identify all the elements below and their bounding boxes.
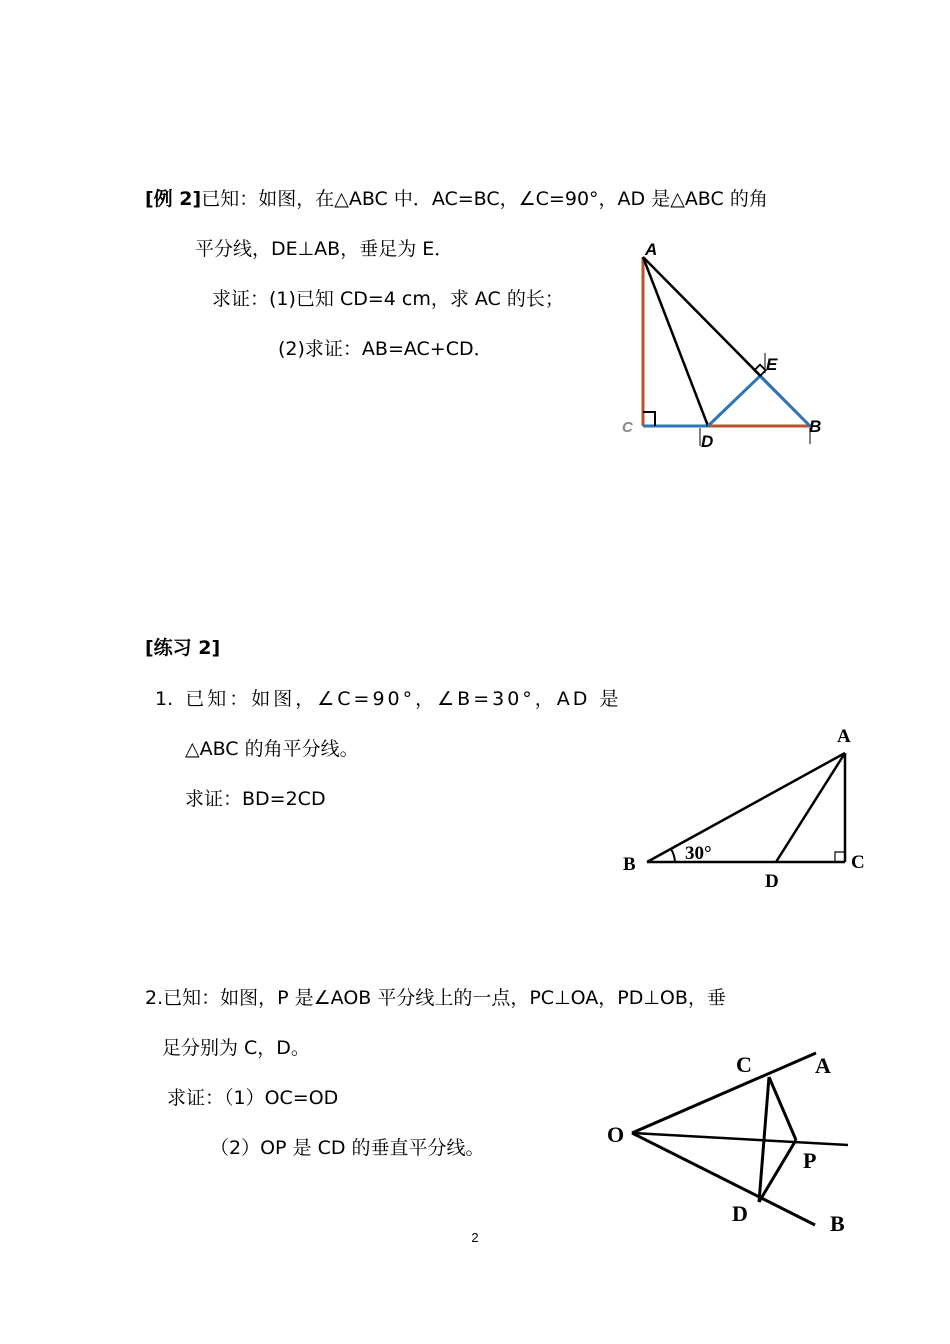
example2-label: [例 2] [145,188,202,210]
example2-line3: 求证：(1)已知 CD=4 cm，求 AC 的长； [212,288,564,310]
label-e: E [766,355,778,374]
example2-line4: (2)求证：AB=AC+CD． [278,338,493,360]
q1-line1 [155,686,621,712]
q1-text1: 已知：如图，∠C=90°，∠B=30°，AD 是 [185,688,622,710]
q2-figure [600,1040,870,1240]
practice2-heading: [练习 2] [145,637,221,659]
segment-eb [760,376,810,426]
ray-op [632,1133,848,1145]
segment-ad [643,257,708,426]
segment-de [708,376,760,426]
q2-line4: （2）OP 是 CD 的垂直平分线。 [210,1137,485,1159]
label-d: D [701,432,714,451]
angle-arc-b [671,849,675,862]
right-angle-c [643,412,655,426]
label-p: P [803,1148,817,1173]
label-c: C [736,1052,752,1077]
label-a: A [837,726,851,747]
q2-line2: 足分别为 C，D。 [162,1037,310,1059]
label-d: D [732,1201,748,1226]
label-a: A [645,240,658,259]
segment-ad [776,753,845,862]
ray-ob [632,1133,815,1225]
label-b: B [623,854,636,875]
example2-text1: 已知：如图，在△ABC 中．AC=BC，∠C=90°，AD 是△ABC 的角 [201,188,768,210]
example2-line2: 平分线，DE⊥AB，垂足为 E． [195,238,454,260]
segment-ab [647,753,845,862]
q1-number: 1. [155,688,174,710]
q1-line2: △ABC 的角平分线。 [185,738,359,760]
q2-line1: 2.已知：如图，P 是∠AOB 平分线上的一点，PC⊥OA，PD⊥OB，垂 [145,987,726,1009]
label-a: A [815,1053,831,1078]
label-c: C [851,852,865,873]
label-angle-30: 30° [685,843,712,864]
right-angle-c [835,852,845,862]
label-b: B [809,417,822,436]
page-number: 2 [471,1230,479,1245]
q1-line3: 求证：BD=2CD [185,788,326,810]
segment-pc [769,1077,796,1140]
label-d: D [765,871,779,892]
example2-figure [620,235,840,455]
label-o: O [607,1122,625,1147]
label-b: B [830,1211,845,1236]
q2-line3: 求证：（1）OC=OD [167,1087,339,1109]
example2-line1 [145,186,768,212]
q1-figure [615,720,875,895]
label-c: C [622,419,633,436]
